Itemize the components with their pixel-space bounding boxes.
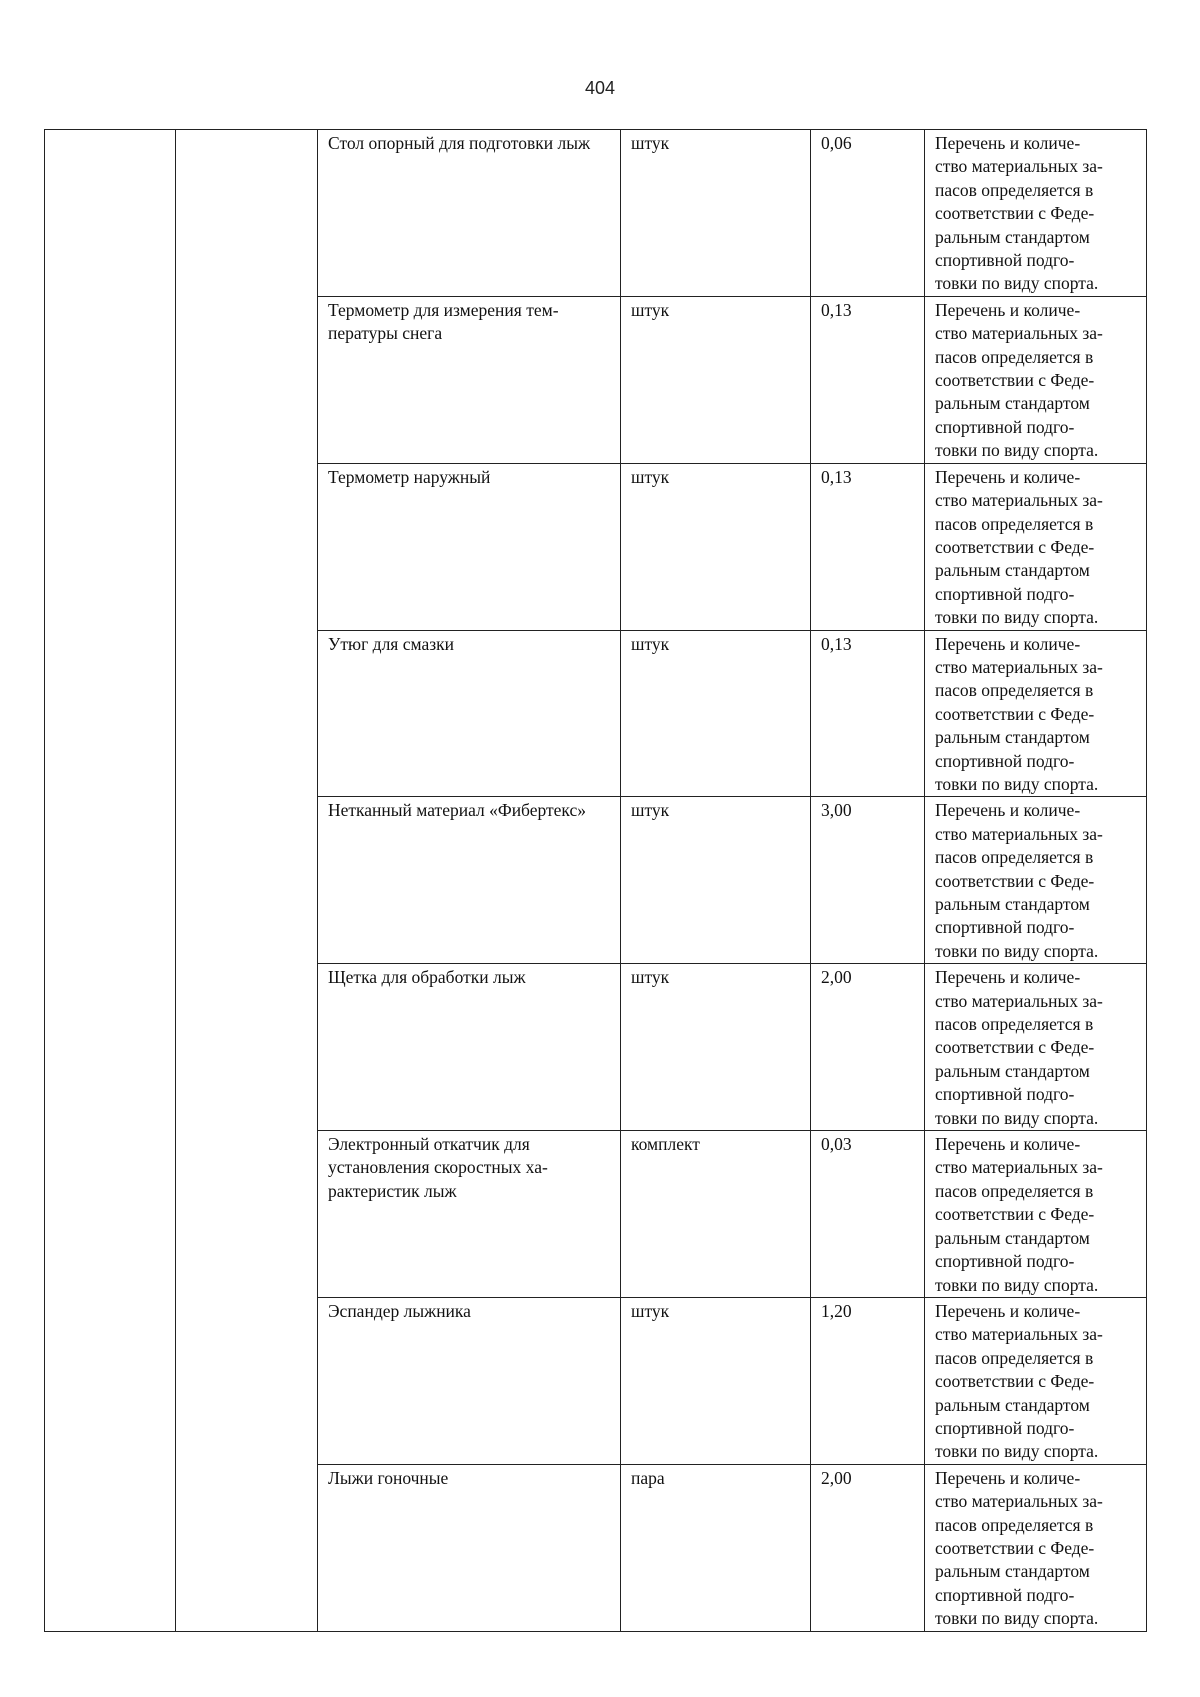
unit-cell: комплект (621, 1131, 811, 1298)
note-line: пасов определяется в (935, 1514, 1094, 1535)
note-line: Перечень и количе- (935, 1467, 1081, 1488)
note-line: Перечень и количе- (935, 133, 1081, 153)
note-line: ральным стандартом (935, 560, 1090, 581)
note-cell (925, 797, 1147, 964)
note-line: товки по виду спорта. (935, 273, 1099, 294)
note-line: соответствии с Феде- (935, 1371, 1095, 1392)
note-cell (925, 1297, 1147, 1464)
note-line: Перечень и количе- (935, 1300, 1081, 1321)
subsection-cell (176, 130, 318, 1632)
note-line: соответствии с Феде- (935, 1537, 1095, 1558)
note-line: ство материальных за- (935, 990, 1103, 1011)
item-name-cell: Стол опорный для подготовки лыж (318, 130, 621, 297)
note-line: пасов определяется в (935, 346, 1094, 367)
note-cell (925, 463, 1147, 630)
note-line: спортивной подго- (935, 250, 1075, 271)
note-line: ральным стандартом (935, 226, 1090, 247)
note-line: пасов определяется в (935, 1347, 1094, 1368)
note-line: пасов определяется в (935, 847, 1094, 868)
quantity-cell: 0,13 (811, 463, 925, 630)
note-cell (925, 130, 1147, 297)
item-name-cell: Нетканный материал «Фибертекс» (318, 797, 621, 964)
quantity-cell: 2,00 (811, 964, 925, 1131)
note-line: пасов определяется в (935, 680, 1094, 701)
quantity-cell: 3,00 (811, 797, 925, 964)
quantity-cell: 1,20 (811, 1297, 925, 1464)
note-line: товки по виду спорта. (935, 440, 1099, 461)
note-line: Перечень и количе- (935, 800, 1081, 821)
note-line: соответствии с Феде- (935, 703, 1095, 724)
note-line: товки по виду спорта. (935, 940, 1099, 961)
quantity-cell: 0,06 (811, 130, 925, 297)
note-cell (925, 296, 1147, 463)
note-line: соответствии с Феде- (935, 370, 1095, 391)
note-line: пасов определяется в (935, 513, 1094, 534)
note-line: ство материальных за- (935, 323, 1103, 344)
note-line: спортивной подго- (935, 416, 1075, 437)
quantity-cell: 0,13 (811, 296, 925, 463)
note-line: ство материальных за- (935, 656, 1103, 677)
note-line: ральным стандартом (935, 727, 1090, 748)
item-name-cell: Утюг для смазки (318, 630, 621, 797)
note-line: товки по виду спорта. (935, 607, 1099, 628)
note-line: спортивной подго- (935, 1251, 1075, 1272)
note-line: ральным стандартом (935, 894, 1090, 914)
note-line: товки по виду спорта. (935, 1107, 1099, 1128)
note-line: ство материальных за- (935, 490, 1103, 511)
item-name-cell: Электронный откатчик для установления скоростных ха-рактеристик лыж (318, 1131, 621, 1298)
note-line: ральным стандартом (935, 1227, 1090, 1248)
note-line: Перечень и количе- (935, 967, 1081, 988)
note-line: пасов определяется в (935, 1014, 1094, 1035)
note-line: пасов определяется в (935, 1180, 1094, 1201)
note-line: соответствии с Феде- (935, 1037, 1095, 1058)
note-line: пасов определяется в (935, 179, 1094, 200)
note-line: ральным стандартом (935, 1561, 1090, 1582)
note-cell (925, 964, 1147, 1131)
note-cell (925, 630, 1147, 797)
item-name-cell: Лыжи гоночные (318, 1464, 621, 1631)
note-line: Перечень и количе- (935, 633, 1081, 654)
note-line: спортивной подго- (935, 1084, 1075, 1105)
note-line: соответствии с Феде- (935, 870, 1095, 891)
item-name-cell: Термометр наружный (318, 463, 621, 630)
table-row (45, 130, 1147, 297)
note-cell (925, 1131, 1147, 1298)
note-line: ство материальных за- (935, 1491, 1103, 1512)
note-line: спортивной подго- (935, 583, 1075, 604)
quantity-cell: 0,03 (811, 1131, 925, 1298)
item-name-cell: Эспандер лыжника (318, 1297, 621, 1464)
note-line: ральным стандартом (935, 1394, 1090, 1415)
section-cell (45, 130, 176, 1632)
note-line: спортивной подго- (935, 917, 1075, 938)
equipment-table-body (45, 130, 1147, 1632)
note-line: спортивной подго- (935, 1417, 1075, 1438)
unit-cell: штук (621, 630, 811, 797)
unit-cell: штук (621, 296, 811, 463)
note-line: товки по виду спорта. (935, 1274, 1099, 1295)
note-line: ральным стандартом (935, 1060, 1090, 1081)
quantity-cell: 0,13 (811, 630, 925, 797)
note-line: товки по виду спорта. (935, 773, 1099, 794)
note-line: соответствии с Феде- (935, 1204, 1095, 1225)
note-line: спортивной подго- (935, 750, 1075, 771)
equipment-table (44, 129, 1147, 1632)
note-line: Перечень и количе- (935, 466, 1081, 487)
note-line: соответствии с Феде- (935, 536, 1095, 557)
note-line: спортивной подго- (935, 1584, 1075, 1605)
unit-cell: штук (621, 964, 811, 1131)
unit-cell: штук (621, 463, 811, 630)
note-line: ральным стандартом (935, 393, 1090, 414)
unit-cell: штук (621, 797, 811, 964)
item-name-cell: Щетка для обработки лыж (318, 964, 621, 1131)
note-line: ство материальных за- (935, 156, 1103, 177)
quantity-cell: 2,00 (811, 1464, 925, 1631)
note-cell (925, 1464, 1147, 1631)
unit-cell: штук (621, 130, 811, 297)
note-line: товки по виду спорта. (935, 1441, 1099, 1462)
note-line: ство материальных за- (935, 1324, 1103, 1345)
note-line: Перечень и количе- (935, 1134, 1081, 1155)
unit-cell: штук (621, 1297, 811, 1464)
item-name-cell: Термометр для измерения тем-пературы снега (318, 296, 621, 463)
note-line: ство материальных за- (935, 1157, 1103, 1178)
note-line: Перечень и количе- (935, 299, 1081, 320)
note-line: соответствии с Феде- (935, 203, 1095, 224)
unit-cell: пара (621, 1464, 811, 1631)
note-line: ство материальных за- (935, 823, 1103, 844)
page-number: 404 (584, 78, 616, 98)
note-line: товки по виду спорта. (935, 1608, 1099, 1629)
